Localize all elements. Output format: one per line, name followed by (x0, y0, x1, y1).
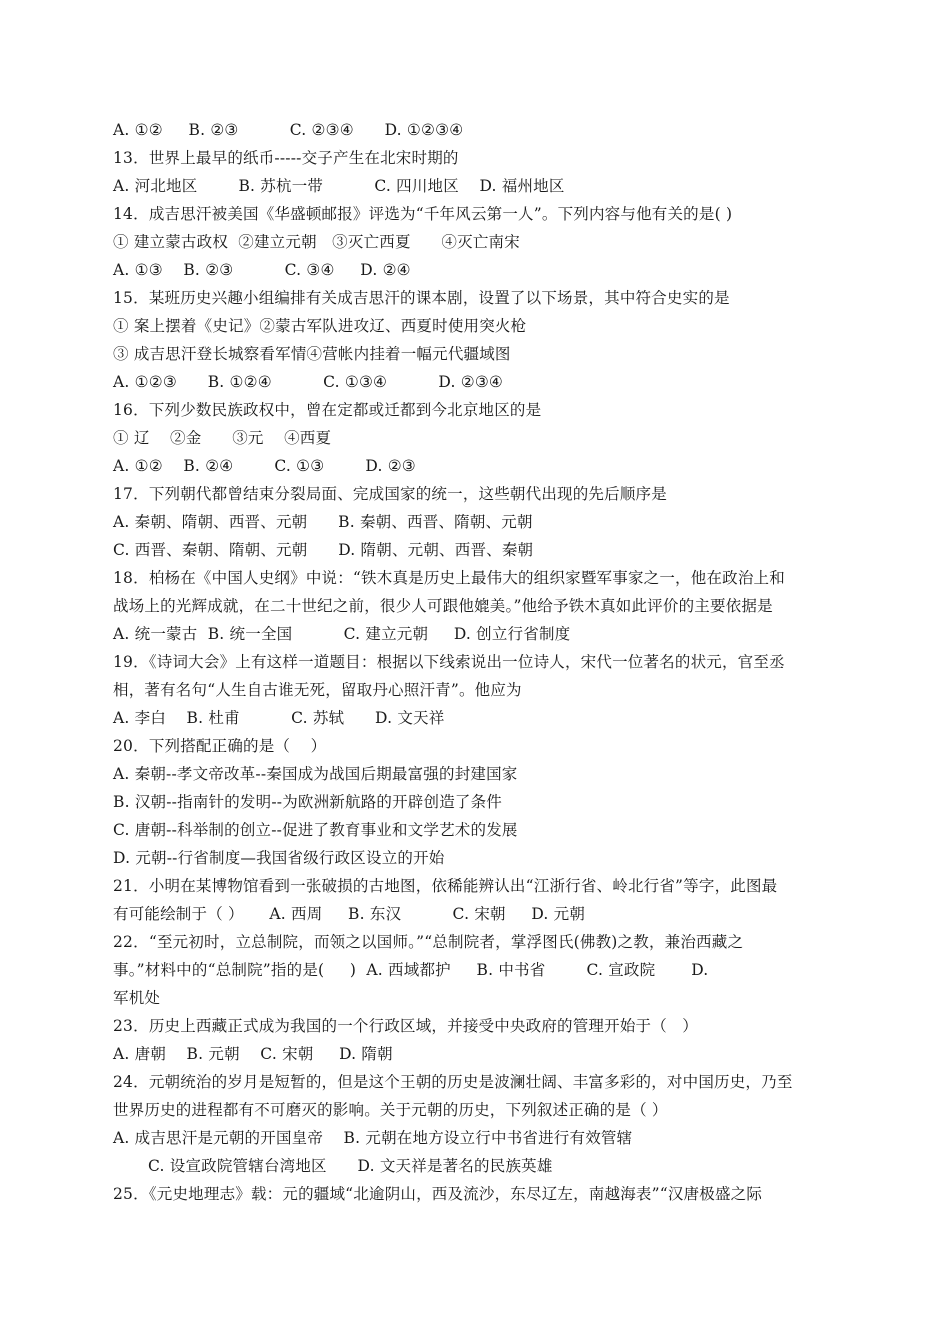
q16-stem: 16．下列少数民族政权中，曾在定都或迁都到今北京地区的是 (113, 401, 542, 419)
q24-stem-2: 世界历史的进程都有不可磨灭的影响。关于元朝的历史，下列叙述正确的是（ ） (113, 1101, 668, 1119)
q14-items: ① 建立蒙古政权 ②建立元朝 ③灭亡西夏 ④灭亡南宋 (113, 233, 520, 251)
q21-stem-2: 有可能绘制于（ ） A. 西周 B. 东汉 C. 宋朝 D. 元朝 (113, 905, 586, 923)
q18-stem-2: 战场上的光辉成就，在二十世纪之前，很少人可跟他媲美。”他给予铁木真如此评价的主要依据是 (113, 597, 773, 615)
q20-option-a: A. 秦朝--孝文帝改革--秦国成为战国后期最富强的封建国家 (113, 765, 518, 783)
q22-stem-1: 22．“至元初时，立总制院，而领之以国师。”“总制院者，掌浮图氏(佛教)之教，兼治西藏之 (113, 933, 744, 951)
q13-stem: 13．世界上最早的纸币-----交子产生在北宋时期的 (113, 149, 459, 167)
q15-items-1: ① 案上摆着《史记》②蒙古军队进攻辽、西夏时使用突火枪 (113, 317, 527, 335)
q23-options: A. 唐朝 B. 元朝 C. 宋朝 D. 隋朝 (113, 1045, 393, 1063)
q22-stem-3: 军机处 (113, 989, 161, 1007)
q19-stem-1: 19．《诗词大会》上有这样一道题目：根据以下线索说出一位诗人，宋代一位著名的状元，官至丞 (113, 653, 785, 671)
q20-option-d: D. 元朝--行省制度—我国省级行政区设立的开始 (113, 849, 445, 867)
q18-stem-1: 18．柏杨在《中国人史纲》中说：“铁木真是历史上最伟大的组织家暨军事家之一，他在政治上和 (113, 569, 785, 587)
q16-items: ① 辽 ②金 ③元 ④西夏 (113, 429, 332, 447)
q13-options: A. 河北地区 B. 苏杭一带 C. 四川地区 D. 福州地区 (113, 177, 565, 195)
q15-options: A. ①②③ B. ①②④ C. ①③④ D. ②③④ (113, 373, 504, 391)
q16-options: A. ①② B. ②④ C. ①③ D. ②③ (113, 457, 416, 475)
q21-stem-1: 21．小明在某博物馆看到一张破损的古地图，依稀能辨认出“江浙行省、岭北行省”等字，此图最 (113, 877, 778, 895)
q19-stem-2: 相，著有名句“人生自古谁无死，留取丹心照汗青”。他应为 (113, 681, 522, 699)
q15-items-2: ③ 成吉思汗登长城察看军情④营帐内挂着一幅元代疆域图 (113, 345, 511, 363)
q19-options: A. 李白 B. 杜甫 C. 苏轼 D. 文天祥 (113, 709, 445, 727)
q17-stem: 17．下列朝代都曾结束分裂局面、完成国家的统一，这些朝代出现的先后顺序是 (113, 485, 667, 503)
q14-options: A. ①③ B. ②③ C. ③④ D. ②④ (113, 261, 411, 279)
q15-stem: 15．某班历史兴趣小组编排有关成吉思汗的课本剧，设置了以下场景，其中符合史实的是 (113, 289, 730, 307)
q12-options: A. ①② B. ②③ C. ②③④ D. ①②③④ (113, 121, 464, 139)
q23-stem: 23．历史上西藏正式成为我国的一个行政区域，并接受中央政府的管理开始于（ ） (113, 1017, 699, 1035)
q17-options-2: C. 西晋、秦朝、隋朝、元朝 D. 隋朝、元朝、西晋、秦朝 (113, 541, 534, 559)
q17-options-1: A. 秦朝、隋朝、西晋、元朝 B. 秦朝、西晋、隋朝、元朝 (113, 513, 533, 531)
q20-stem: 20．下列搭配正确的是（ ） (113, 737, 327, 755)
q20-option-c: C. 唐朝--科举制的创立--促进了教育事业和文学艺术的发展 (113, 821, 518, 839)
q22-stem-2: 事。”材料中的“总制院”指的是( ) A. 西域都护 B. 中书省 C. 宣政院 D. (113, 961, 709, 979)
q20-option-b: B. 汉朝--指南针的发明--为欧洲新航路的开辟创造了条件 (113, 793, 502, 811)
q24-stem-1: 24．元朝统治的岁月是短暂的，但是这个王朝的历史是波澜壮阔、丰富多彩的，对中国历史，乃至 (113, 1073, 793, 1091)
q24-options-2: C. 设宣政院管辖台湾地区 D. 文天祥是著名的民族英雄 (148, 1157, 553, 1175)
q14-stem: 14．成吉思汗被美国《华盛顿邮报》评选为“千年风云第一人”。下列内容与他有关的是( ) (113, 205, 733, 223)
q25-stem: 25．《元史地理志》载：元的疆域“北逾阴山，西及流沙，东尽辽左，南越海表”“汉唐极盛之际 (113, 1185, 763, 1203)
q18-options: A. 统一蒙古 B. 统一全国 C. 建立元朝 D. 创立行省制度 (113, 625, 571, 643)
q24-options-1: A. 成吉思汗是元朝的开国皇帝 B. 元朝在地方设立行中书省进行有效管辖 (113, 1129, 633, 1147)
